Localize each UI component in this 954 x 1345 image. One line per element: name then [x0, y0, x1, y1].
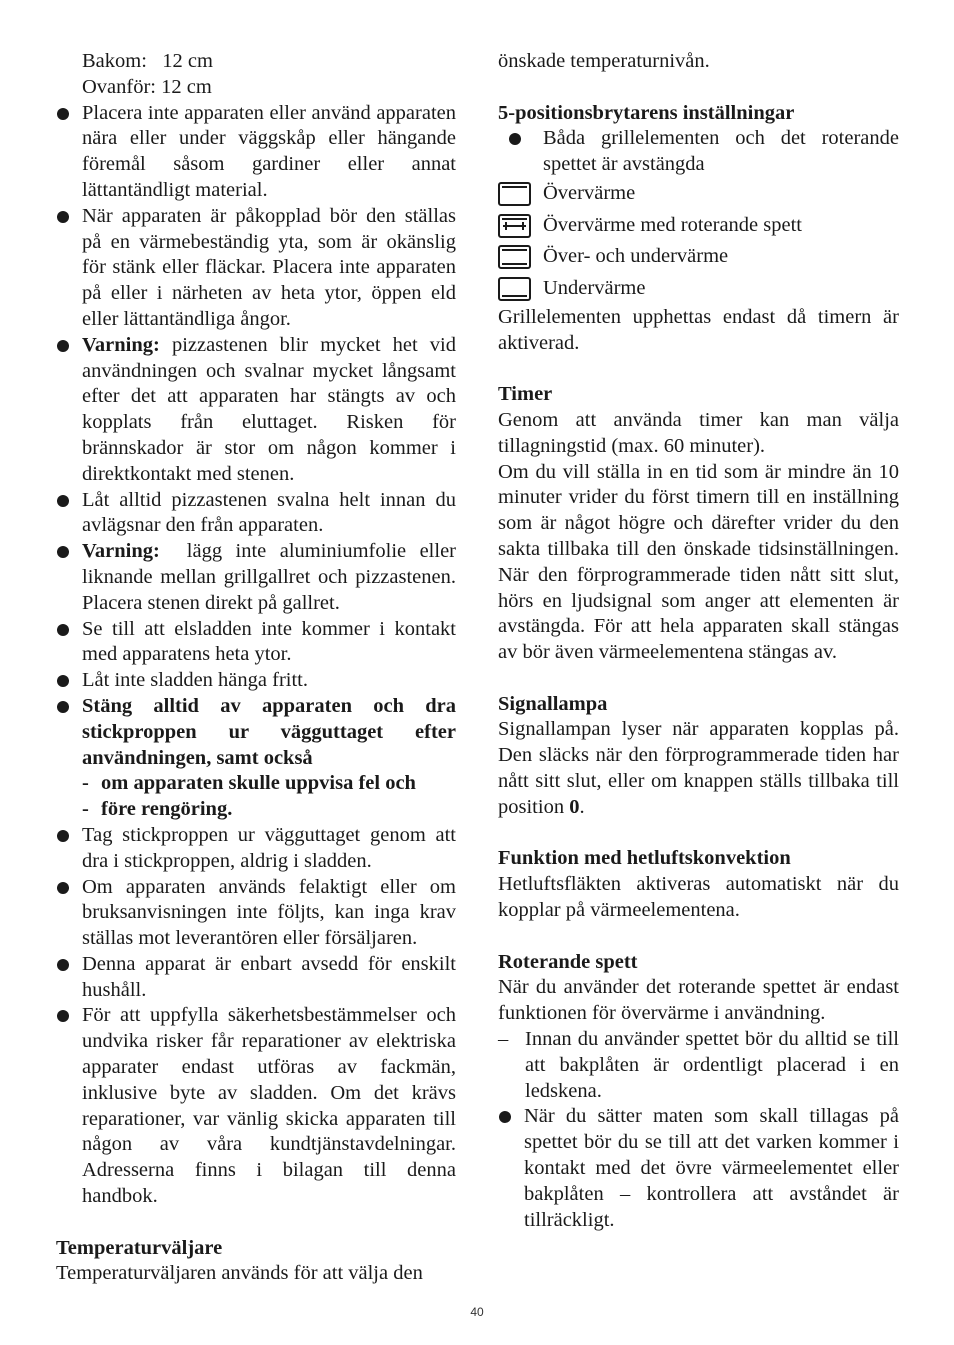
top-heat-rotisserie-icon: [498, 214, 531, 238]
sub-list-item: – Innan du använder spettet bör du alltid se till att bakplåten är ordentligt placerad i en ledskena.: [498, 1028, 899, 1102]
section-text: Temperaturväljaren används för att välja den: [56, 1262, 423, 1285]
list-item: Om apparaten används felaktigt eller om bruksanvisningen inte följts, kan inga krav ställas mot leverantören eller försäljaren.: [56, 875, 456, 952]
switch-setting-row: [498, 178, 899, 210]
section-heading: Timer: [498, 383, 553, 406]
switch-setting-label: Undervärme: [543, 276, 646, 299]
section-text: Genom att använda timer kan man välja tillagningstid (max. 60 minuter).: [498, 408, 899, 457]
switch-setting-label: Övervärme med roterande spett: [543, 213, 802, 236]
list-item: [56, 539, 462, 616]
left-column: [56, 49, 462, 1287]
signal-end: .: [579, 795, 585, 818]
right-column: [498, 49, 899, 1233]
section-text: Hetluftsfläkten aktiveras automatiskt när du kopplar på värmeelementena.: [498, 873, 899, 922]
clearance-back: Bakom: 12 cm: [82, 50, 213, 72]
switch-setting-label: Övervärme: [543, 181, 636, 204]
list-item: Låt inte sladden hänga fritt.: [56, 668, 456, 694]
list-item: När du sätter maten som skall tillagas på spettet bör du se till att det varken kommer i kontakt med det övre värmeelementet eller bakplåten – kontrollera att avståndet är tillräckligt.: [498, 1104, 899, 1233]
section-text: Om du vill ställa in en tid som är mindre än 10 minuter vrider du först timern till en inställning som är något högre och därefter vrider du den sakta tillbaka till den önskade tidsinställningen. När den förprogrammerade tiden nått sitt slut, hörs en ljudsignal som anger att elementen är avstängda. För att hela apparaten skall stängas av bör även värmeelementena stängas av.: [498, 460, 899, 664]
switch-setting-row: [498, 241, 899, 273]
section-heading: Signallampa: [498, 692, 608, 715]
sub-list-text: om apparaten skulle uppvisa fel och: [101, 772, 416, 795]
page-number: 40: [470, 1305, 484, 1319]
list-item: Se till att elsladden inte kommer i kontakt med apparatens heta ytor.: [56, 617, 456, 669]
signal-text: Signallampan lyser när apparaten kopplas på. Den släcks när den förprogrammerade tiden har nått sitt slut, eller om knappen ställs tillbaka till position: [498, 718, 899, 818]
list-item: Placera inte apparaten eller använd apparaten nära eller under väggskåp eller hängande föremål såsom gardiner eller annat lättantändligt material.: [56, 101, 456, 204]
list-item: Låt alltid pizzastenen svalna helt innan du avlägsnar den från apparaten.: [56, 488, 456, 540]
section-text: [498, 717, 899, 820]
list-item: Stäng alltid av apparaten och dra stickproppen ur vägguttaget efter användningen, samt också: [56, 694, 456, 771]
signal-position: 0: [569, 795, 580, 818]
list-item: Denna apparat är enbart avsedd för enskilt hushåll.: [56, 952, 456, 1004]
list-item: När apparaten är påkopplad bör den ställas på en värmebeständig yta, som är okänslig för stänk eller fläckar. Placera inte apparaten på eller i närheten av heta ytor, öppen eld eller lättantändliga ångor.: [56, 204, 456, 333]
section-heading: Temperaturväljare: [56, 1236, 223, 1259]
switch-setting-row: [498, 273, 899, 305]
warning-label: Varning:: [82, 540, 160, 563]
switch-setting-row: [498, 210, 899, 242]
list-item: [56, 333, 456, 488]
sub-list-text: före rengöring.: [101, 798, 233, 821]
list-item: För att uppfylla säkerhetsbestämmelser och undvika risker får reparationer av elektriska apparater endast utföras av fackmän, inklusive byte av sladden. Om det krävs reparationer, var vänlig skicka apparaten till någon av våra kundtjänstavdelningar. Adresserna finns i bilagan till denna handbok.: [56, 1003, 456, 1209]
section-heading: 5-positionsbrytarens inställningar: [498, 101, 795, 124]
list-item: Båda grillelementen och det roterande spettet är avstängda: [498, 126, 899, 178]
section-text: När du använder det roterande spettet är endast funktionen för övervärme i användning.: [498, 976, 899, 1025]
sub-list-item: - före rengöring.: [82, 798, 233, 821]
top-heat-icon: [498, 182, 531, 206]
warning-text: pizzastenen blir mycket het vid användningen och svalnar mycket långsamt efter det att apparaten har stängts av och kopplats från eluttaget. Risken för brännskador är stor om någon kommer i direktkontakt med stenen.: [82, 333, 456, 485]
top-bottom-heat-icon: [498, 245, 531, 269]
sub-list-text: Innan du använder spettet bör du alltid se till att bakplåten är ordentligt placerad i en ledskena.: [525, 1028, 899, 1102]
section-text: Grillelementen upphettas endast då timern är aktiverad.: [498, 305, 899, 354]
section-heading: Funktion med hetluftskonvektion: [498, 847, 791, 870]
bottom-heat-icon: [498, 277, 531, 301]
clearance-top: Ovanför: 12 cm: [82, 75, 212, 98]
section-text: önskade temperaturnivån.: [498, 50, 710, 72]
sub-list-item: - om apparaten skulle uppvisa fel och: [82, 772, 416, 795]
list-item: Tag stickproppen ur vägguttaget genom att dra i stickproppen, aldrig i sladden.: [56, 823, 456, 875]
section-heading: Roterande spett: [498, 950, 638, 973]
warning-text: lägg inte aluminiumfolie eller liknande mellan grillgallret och pizzastenen. Placera stenen direkt på gallret.: [82, 540, 462, 614]
warning-label: Varning:: [82, 333, 160, 356]
switch-setting-label: Över- och undervärme: [543, 245, 729, 268]
